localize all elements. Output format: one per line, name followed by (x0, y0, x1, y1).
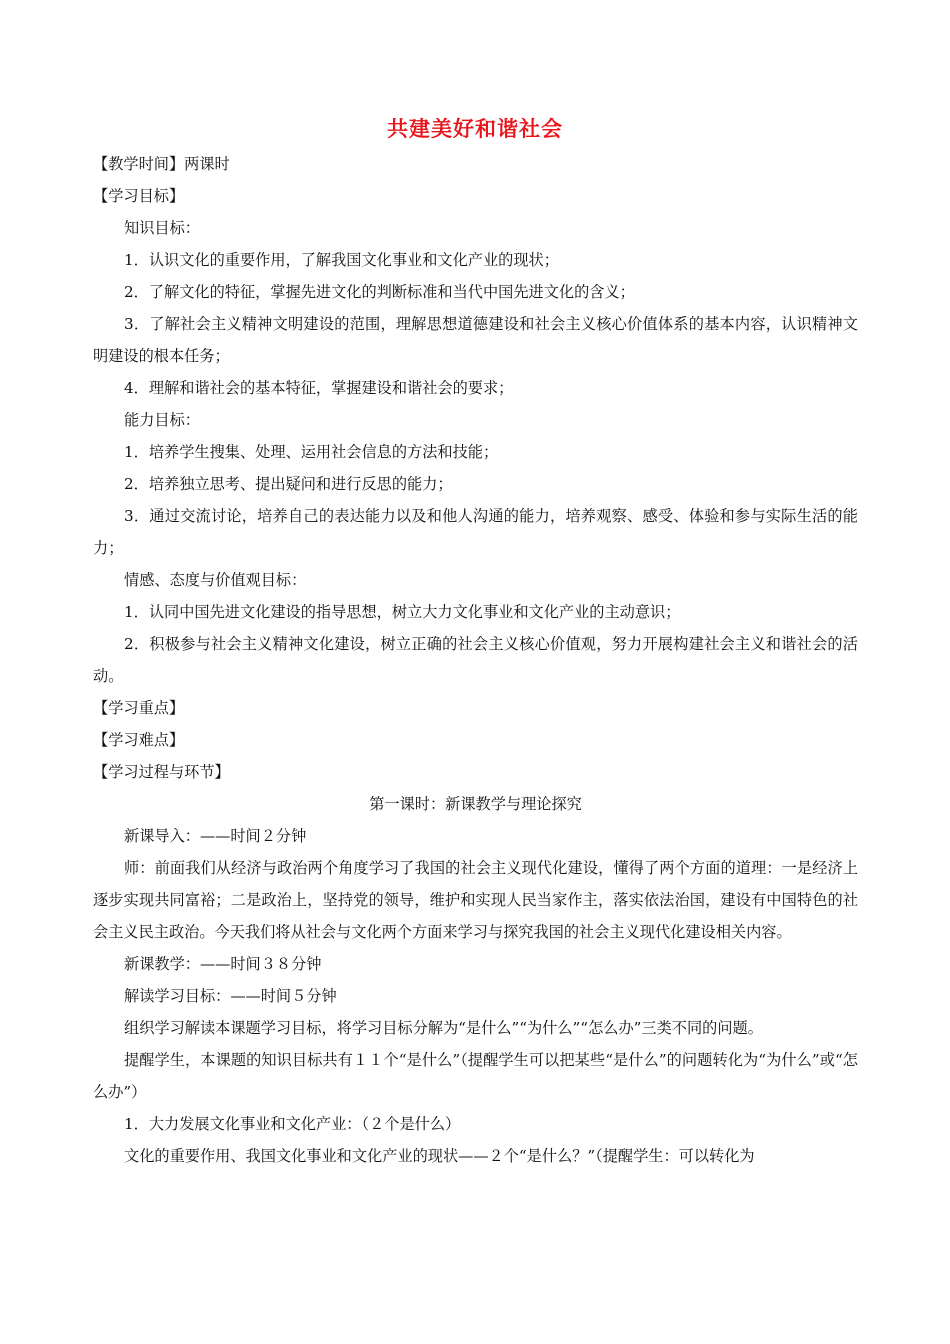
knowledge-item-2: 2．了解文化的特征，掌握先进文化的判断标准和当代中国先进文化的含义； (124, 283, 635, 301)
section-heading-key-points: 【学习重点】 (93, 699, 185, 717)
section-heading-objectives: 【学习目标】 (93, 187, 185, 205)
ability-item-3: 3．通过交流讨论，培养自己的表达能力以及和他人沟通的能力，培养观察、感受、体验和参与实际生活的能力； (93, 507, 858, 557)
document-title: 共建美好和谐社会 (387, 117, 563, 141)
ability-item-1: 1．培养学生搜集、处理、运用社会信息的方法和技能； (124, 443, 499, 461)
attitude-item-1: 1．认同中国先进文化建设的指导思想，树立大力文化事业和文化产业的主动意识； (124, 603, 681, 621)
ability-item-2: 2．培养独立思考、提出疑问和进行反思的能力； (124, 475, 453, 493)
teacher-intro-paragraph: 师：前面我们从经济与政治两个角度学习了我国的社会主义现代化建设，懂得了两个方面的道理：一是经济上逐步实现共同富裕；二是政治上，坚持党的领导，维护和实现人民当家作主，落实依法治国，建设有中国特色的社会主义民主政治。今天我们将从社会与文化两个方面来学习与探究我国的社会主义现代化建设相关内容。 (93, 859, 858, 941)
subheading-knowledge: 知识目标： (124, 219, 200, 237)
lesson-one-heading: 第一课时：新课教学与理论探究 (369, 795, 582, 813)
new-lesson-timing: 新课教学：——时间３８分钟 (124, 955, 322, 973)
objective-reading-timing: 解读学习目标：——时间５分钟 (124, 987, 337, 1005)
topic-item-1-detail: 文化的重要作用、我国文化事业和文化产业的现状——２个“是什么？”（提醒学生：可以转化为 (124, 1147, 755, 1165)
subheading-attitude: 情感、态度与价值观目标： (124, 571, 307, 589)
section-heading-process: 【学习过程与环节】 (93, 763, 230, 781)
reminder-paragraph: 提醒学生，本课题的知识目标共有１１个“是什么”（提醒学生可以把某些“是什么”的问题转化为“为什么”或“怎么办”） (93, 1051, 858, 1101)
attitude-item-2: 2．积极参与社会主义精神文化建设，树立正确的社会主义核心价值观，努力开展构建社会主义和谐社会的活动。 (93, 635, 858, 685)
intro-timing: 新课导入：——时间２分钟 (124, 827, 307, 845)
knowledge-item-1: 1．认识文化的重要作用，了解我国文化事业和文化产业的现状； (124, 251, 559, 269)
document-body (93, 148, 858, 1172)
objective-reading-paragraph: 组织学习解读本课题学习目标，将学习目标分解为“是什么”“为什么”“怎么办”三类不同的问题。 (124, 1019, 763, 1037)
knowledge-item-3: 3．了解社会主义精神文明建设的范围，理解思想道德建设和社会主义核心价值体系的基本内容，认识精神文明建设的根本任务； (93, 315, 858, 365)
section-heading-difficulties: 【学习难点】 (93, 731, 185, 749)
knowledge-item-4: 4．理解和谐社会的基本特征，掌握建设和谐社会的要求； (124, 379, 514, 397)
subheading-ability: 能力目标： (124, 411, 200, 429)
teaching-time: 【教学时间】两课时 (93, 155, 230, 173)
topic-item-1: 1．大力发展文化事业和文化产业：（２个是什么） (124, 1115, 461, 1133)
